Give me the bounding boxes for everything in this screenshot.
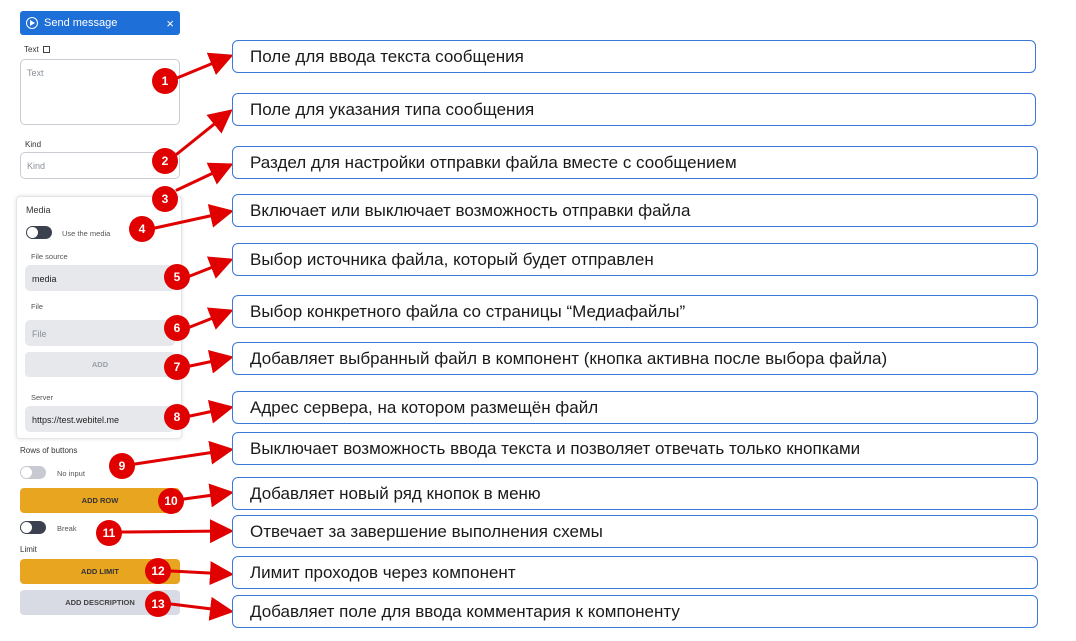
dialog-title: Send message [44, 17, 118, 29]
badge-1: 1 [152, 68, 178, 94]
file-placeholder: File [32, 329, 47, 339]
file-source-value: media [32, 274, 57, 284]
arrow-5 [190, 261, 228, 276]
callout-9: Выключает возможность ввода текста и позволяет отвечать только кнопками [232, 432, 1038, 465]
badge-12: 12 [145, 558, 171, 584]
callout-5: Выбор источника файла, который будет отправлен [232, 243, 1038, 276]
arrow-10 [184, 493, 228, 499]
badge-13: 13 [145, 591, 171, 617]
callout-10: Добавляет новый ряд кнопок в меню [232, 477, 1038, 510]
callout-12: Лимит проходов через компонент [232, 556, 1038, 589]
limit-label: Limit [20, 545, 37, 554]
arrow-8 [190, 408, 228, 416]
arrow-7 [190, 358, 228, 366]
media-title: Media [26, 205, 51, 215]
text-label: Text [24, 45, 39, 54]
badge-9: 9 [109, 453, 135, 479]
arrow-1 [177, 57, 228, 78]
server-value: https://test.webitel.me [32, 415, 120, 425]
arrow-2 [177, 113, 228, 154]
add-file-button[interactable]: ADD [25, 352, 175, 377]
arrow-12 [171, 571, 228, 574]
server-label: Server [31, 393, 54, 402]
use-media-label: Use the media [62, 229, 111, 238]
badge-5: 5 [164, 264, 190, 290]
badge-10: 10 [158, 488, 184, 514]
break-label: Break [57, 524, 77, 533]
arrow-9 [135, 450, 228, 464]
callout-7: Добавляет выбранный файл в компонент (кнопка активна после выбора файла) [232, 342, 1038, 375]
file-label: File [31, 302, 44, 311]
callout-6: Выбор конкретного файла со страницы “Медиафайлы” [232, 295, 1038, 328]
kind-label: Kind [25, 140, 42, 149]
callout-4: Включает или выключает возможность отправки файла [232, 194, 1038, 227]
callout-1: Поле для ввода текста сообщения [232, 40, 1036, 73]
callout-2: Поле для указания типа сообщения [232, 93, 1036, 126]
callout-3: Раздел для настройки отправки файла вместе с сообщением [232, 146, 1038, 179]
arrow-11 [122, 531, 228, 532]
add-row-button[interactable]: ADD ROW [20, 488, 180, 513]
callout-13: Добавляет поле для ввода комментария к компоненту [232, 595, 1038, 628]
badge-3: 3 [152, 186, 178, 212]
badge-2: 2 [152, 148, 178, 174]
file-source-label: File source [31, 252, 68, 261]
arrow-6 [190, 312, 228, 327]
kind-placeholder: Kind [27, 161, 46, 171]
text-placeholder: Text [27, 68, 44, 78]
badge-4: 4 [129, 216, 155, 242]
callout-11: Отвечает за завершение выполнения схемы [232, 515, 1038, 548]
close-icon[interactable]: × [166, 15, 174, 31]
badge-6: 6 [164, 315, 190, 341]
arrow-3 [177, 166, 228, 190]
badge-7: 7 [164, 354, 190, 380]
rows-of-buttons-label: Rows of buttons [20, 446, 78, 455]
no-input-label: No input [57, 469, 85, 478]
badge-8: 8 [164, 404, 190, 430]
callout-8: Адрес сервера, на котором размещён файл [232, 391, 1038, 424]
badge-11: 11 [96, 520, 122, 546]
arrow-13 [171, 604, 228, 611]
add-description-button[interactable]: ADD DESCRIPTION [20, 590, 180, 615]
arrow-4 [155, 212, 228, 228]
add-limit-button[interactable]: ADD LIMIT [20, 559, 180, 584]
